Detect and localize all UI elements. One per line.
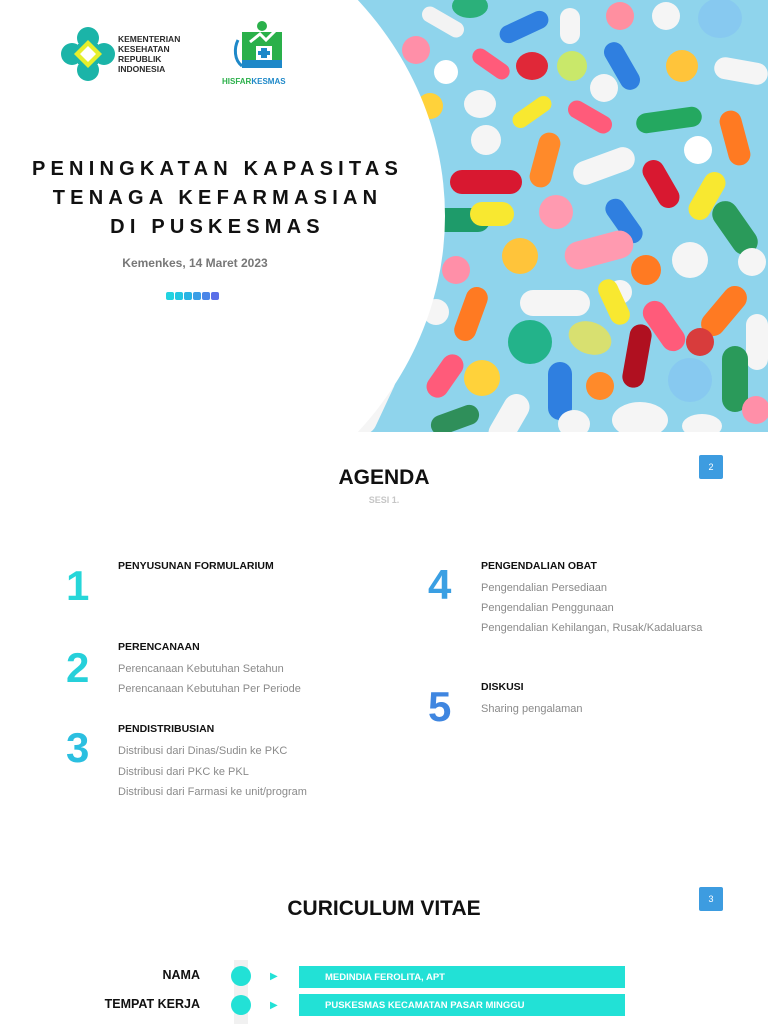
agenda-detail-3-2: Distribusi dari PKC ke PKL: [118, 766, 249, 778]
presentation-subtitle: Kemenkes, 14 Maret 2023: [122, 256, 268, 270]
agenda-title-1: PENYUSUNAN FORMULARIUM: [118, 560, 274, 572]
kemenkes-logo-line2: KESEHATAN: [118, 44, 170, 54]
agenda-detail-3-3: Distribusi dari Farmasi ke unit/program: [118, 786, 307, 798]
cv-marker-circle: [231, 966, 251, 986]
agenda-title-4: PENGENDALIAN OBAT: [481, 560, 597, 572]
agenda-title-5: DISKUSI: [481, 681, 524, 693]
title-line-1: PENINGKATAN KAPASITAS: [31, 158, 404, 180]
agenda-title-3: PENDISTRIBUSIAN: [118, 723, 215, 735]
agenda-session-label: SESI 1.: [368, 495, 400, 505]
agenda-number-1: 1: [66, 562, 90, 609]
cv-heading: CURICULUM VITAE: [287, 897, 481, 920]
cv-value-nama: MEDINDIA FEROLITA, APT: [325, 972, 445, 983]
decorative-dots: [166, 292, 219, 300]
kemenkes-emblem-icon: [58, 24, 118, 84]
hisfar-logo-part1: HISFAR: [222, 77, 252, 86]
agenda-number-5: 5: [428, 683, 452, 730]
decorative-dot: [166, 292, 174, 300]
decorative-dot: [193, 292, 201, 300]
agenda-title-2: PERENCANAAN: [118, 641, 200, 653]
kemenkes-logo-line1: KEMENTERIAN: [118, 34, 181, 44]
agenda-detail-4-3: Pengendalian Kehilangan, Rusak/Kadaluarsa: [481, 622, 703, 634]
page-number-badge: 3: [699, 887, 723, 911]
agenda-number-2: 2: [66, 644, 90, 691]
arrow-right-icon: ▶: [270, 1000, 278, 1011]
agenda-detail-3-1: Distribusi dari Dinas/Sudin ke PKC: [118, 745, 288, 757]
kemenkes-logo-line3: REPUBLIK: [118, 54, 162, 64]
agenda-number-3: 3: [66, 724, 90, 771]
hisfarkesmas-logo: [220, 20, 306, 88]
cv-value-bar: [299, 966, 625, 988]
cv-label-tempat-kerja: TEMPAT KERJA: [104, 997, 200, 1011]
cv-value-bar: [299, 994, 625, 1016]
agenda-detail-2-2: Perencanaan Kebutuhan Per Periode: [118, 683, 301, 695]
decorative-dot: [184, 292, 192, 300]
arrow-right-icon: ▶: [270, 971, 278, 982]
cv-marker-circle: [231, 995, 251, 1015]
kemenkes-logo: [58, 22, 188, 86]
hisfar-logo-part2: KESMAS: [251, 77, 286, 86]
hisfarkesmas-emblem-icon: [220, 20, 306, 76]
agenda-detail-2-1: Perencanaan Kebutuhan Setahun: [118, 663, 284, 675]
title-line-2: TENAGA KEFARMASIAN: [52, 187, 383, 209]
agenda-detail-4-1: Pengendalian Persediaan: [481, 582, 607, 594]
page-number-badge: 2: [699, 455, 723, 479]
agenda-detail-4-2: Pengendalian Penggunaan: [481, 602, 614, 614]
agenda-detail-5-1: Sharing pengalaman: [481, 703, 583, 715]
agenda-slide: [0, 432, 768, 864]
decorative-dot: [202, 292, 210, 300]
cv-label-nama: NAMA: [162, 968, 200, 982]
decorative-dot: [211, 292, 219, 300]
cv-slide: [0, 864, 768, 1024]
cv-value-tempat-kerja: PUSKESMAS KECAMATAN PASAR MINGGU: [325, 1000, 525, 1011]
kemenkes-logo-line4: INDONESIA: [118, 64, 166, 74]
agenda-heading: AGENDA: [338, 466, 430, 489]
title-line-3: DI PUSKESMAS: [110, 216, 325, 238]
agenda-number-4: 4: [428, 561, 452, 608]
title-slide: [0, 0, 768, 432]
decorative-dot: [175, 292, 183, 300]
